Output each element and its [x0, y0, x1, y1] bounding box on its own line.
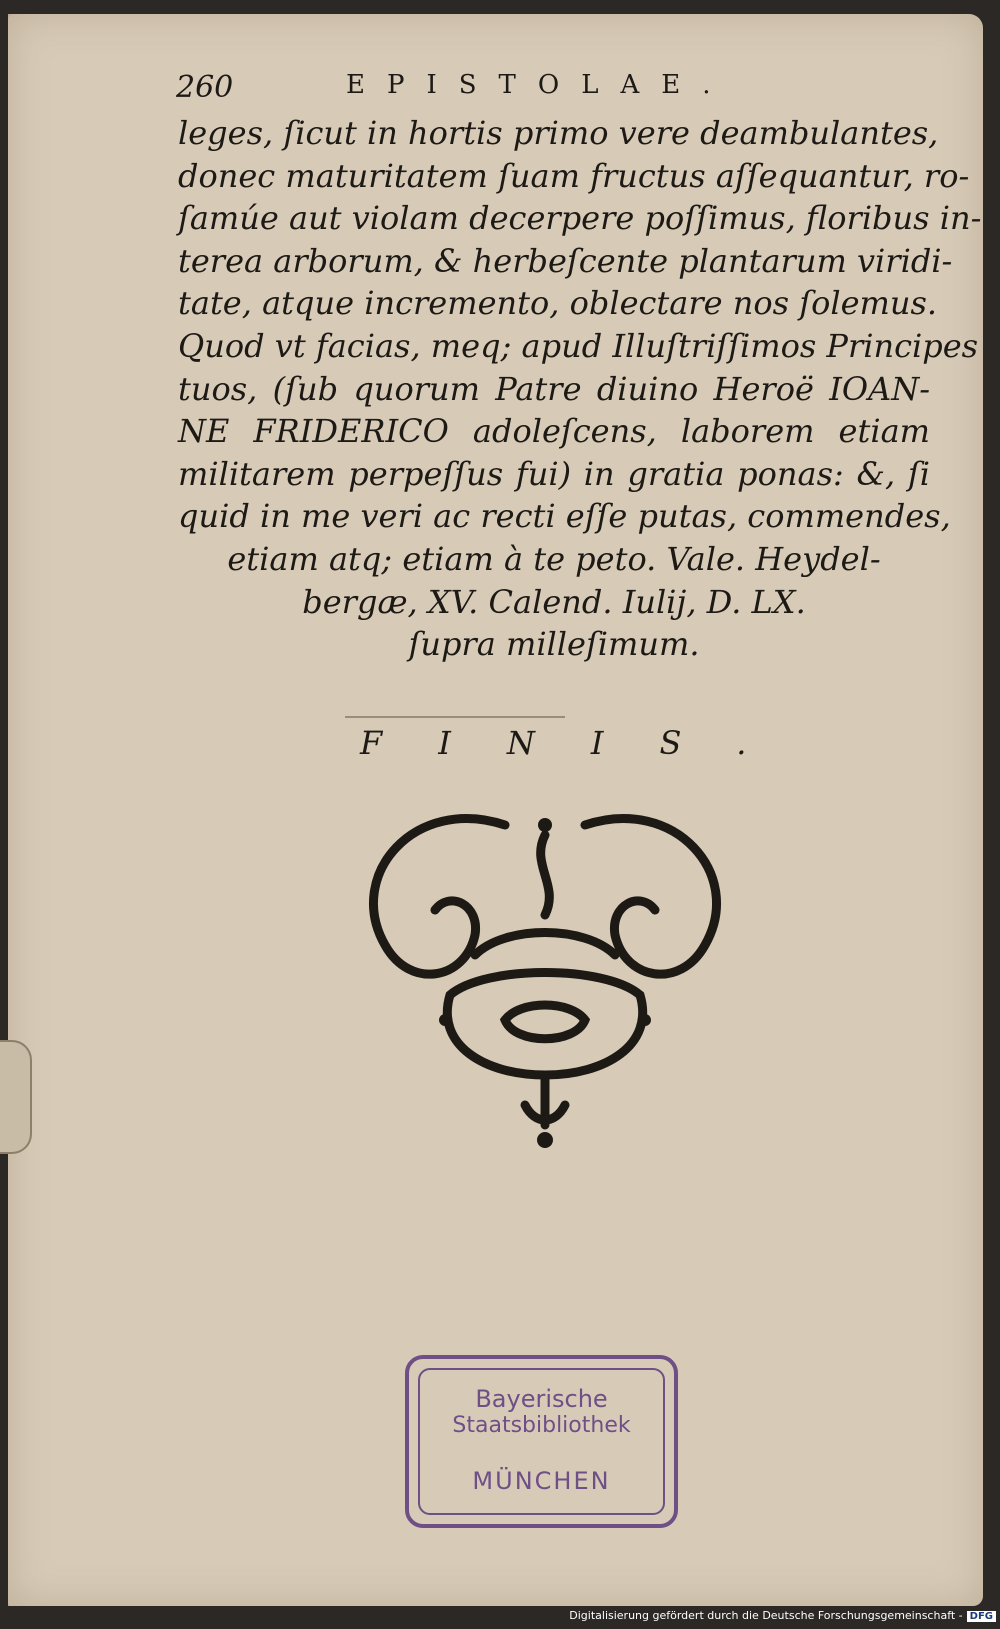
text-line: quid in me veri ac recti eſſe putas, commendes,: [178, 497, 951, 536]
page-number: 260: [176, 70, 234, 105]
page-clip: [0, 1040, 32, 1154]
text-line: Quod vt facias, meq; apud Illuſtriſſimos Principes: [178, 326, 979, 365]
dfg-logo: DFG: [967, 1611, 996, 1622]
text-line: NE FRIDERICO adoleſcens, laborem etiam: [178, 412, 930, 451]
stamp-line: MÜNCHEN: [472, 1467, 611, 1495]
text-line: ſupra milleſimum.: [408, 625, 700, 664]
text-line: etiam atq; etiam à te peto. Vale. Heydel-: [227, 539, 881, 578]
running-header: [176, 70, 736, 110]
footer-text: Digitalisierung gefördert durch die Deutsche Forschungsgemeinschaft -: [569, 1609, 963, 1622]
stamp-line: Staatsbibliothek: [452, 1413, 631, 1438]
text-line: tate, atque incremento, oblectare nos ſolemus.: [178, 284, 938, 323]
text-line: leges, ſicut in hortis primo vere deambulantes,: [178, 114, 939, 152]
text-line: donec maturitatem ſuam fructus aſſequantur, ro-: [178, 156, 970, 195]
running-title: EPISTOLAE.: [346, 70, 733, 100]
divider: [345, 716, 565, 718]
text-line: militarem perpeſſus fui) in gratia ponas: &, ſi: [178, 454, 930, 493]
ornament-vignette: [355, 805, 735, 1165]
stamp-line: Bayerische: [475, 1385, 608, 1413]
library-stamp: [405, 1355, 678, 1528]
text-line: terea arborum, & herbeſcente plantarum viridi-: [178, 241, 953, 280]
digitization-footer: [569, 1609, 996, 1625]
finis-heading: FINIS.: [360, 724, 803, 762]
text-line: bergæ, XV. Calend. Iulij, D. LX.: [302, 582, 806, 621]
text-line: ſamúe aut violam decerpere poſſimus, floribus in-: [178, 199, 982, 238]
text-line: tuos, (ſub quorum Patre diuino Heroë IOAN-: [178, 369, 930, 408]
letter-body: [178, 112, 982, 666]
